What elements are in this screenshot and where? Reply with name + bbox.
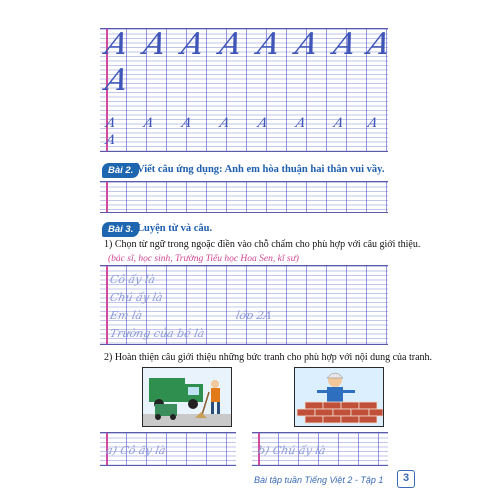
exercise-badge: Bài 3. [102,222,139,237]
tracing-letter-small: A [104,133,117,148]
tracing-letter: A [254,27,284,62]
page-number: 3 [397,470,415,488]
street-sweeper-illustration [143,368,232,427]
exercise-instruction: Viết câu ứng dụng: Anh em hòa thuận hai thân vui vầy. [137,164,385,175]
tracing-letter-small: A [366,116,379,131]
answer-a-label: a) Cô ấy là [104,444,167,457]
tracing-letter-small: A [142,116,155,131]
tracing-letter-small: A [104,116,117,131]
tracing-letter: A [140,27,170,62]
tracing-letter-small: A [332,116,345,131]
word-choices: (bác sĩ, học sinh, Trường Tiểu học Hoa Sen, kĩ sư) [108,254,299,264]
answer-b-label: b) Chú ấy là [256,444,327,457]
exercise-title: Luyện từ và câu. [137,223,213,234]
tracing-letter: A [102,63,132,98]
answer-line-3-extra: lớp 2A [234,309,273,322]
tracing-letter-small: A [256,116,269,131]
tracing-letter: A [102,27,132,62]
bricklayer-illustration [295,368,384,427]
exercise-badge: Bài 2. [102,163,139,178]
book-title: Bài tập tuần Tiếng Việt 2 - Tập 1 [254,475,384,485]
grid-margin-line [106,182,108,212]
answer-line-2: Chú ấy là [108,291,164,304]
writing-grid [100,181,388,213]
tracing-letter-small: A [180,116,193,131]
grid-margin-line [106,266,108,344]
tracing-letter: A [216,27,246,62]
picture-bricklayer [294,367,384,427]
answer-line-1: Cô ấy là [108,273,157,286]
question-1: 1) Chọn từ ngữ trong ngoặc điền vào chỗ chấm cho phù hợp với câu giới thiệu. [104,239,421,250]
answer-line-3: Em là [108,309,144,322]
question-2: 2) Hoàn thiện câu giới thiệu những bức tranh cho phù hợp với nội dung của tranh. [104,352,433,363]
tracing-letter: A [178,27,208,62]
tracing-letter: A [364,27,394,62]
tracing-letter-small: A [294,116,307,131]
tracing-letter-small: A [218,116,231,131]
picture-street-sweeper [142,367,232,427]
answer-line-4: Trường của bé là [108,327,206,340]
tracing-letter: A [292,27,322,62]
tracing-letter: A [330,27,360,62]
